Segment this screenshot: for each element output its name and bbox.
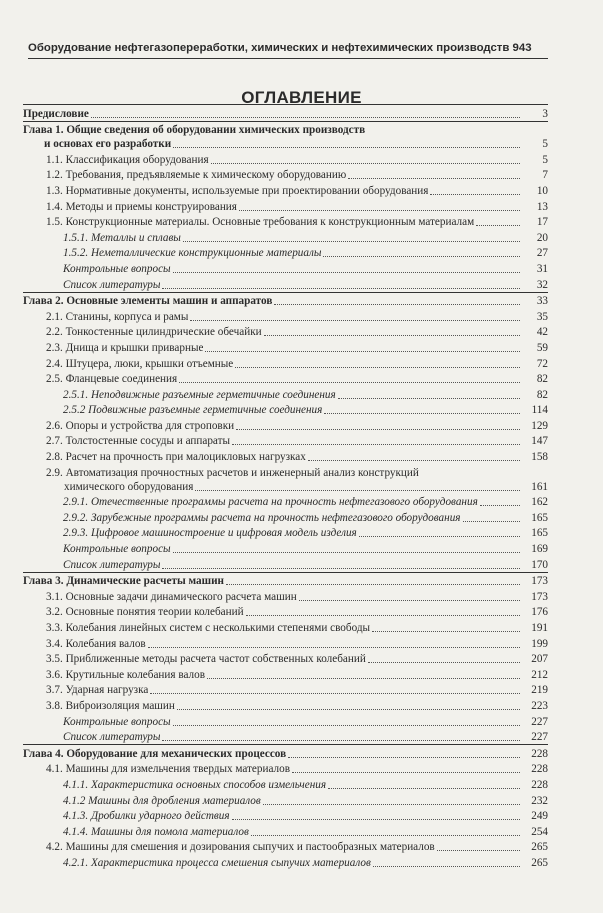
table-of-contents — [23, 104, 548, 870]
toc-entry-label: 2.9.1. Отечественные программы расчета на прочность нефтегазового оборудования — [63, 496, 478, 509]
dot-leader — [328, 787, 520, 789]
toc-page-number: 7 — [542, 169, 548, 182]
dot-leader — [173, 551, 520, 553]
dot-leader — [368, 661, 520, 663]
toc-entry-label: 2.5.2 Подвижные разъемные герметичные соединения — [63, 404, 323, 417]
dot-leader — [437, 849, 520, 851]
toc-section-entry — [23, 167, 548, 183]
toc-page-number: 13 — [536, 200, 548, 213]
toc-entry-label: 4.2. Машины для смешения и дозирования сыпучих и пастообразных материалов — [46, 841, 435, 854]
toc-section-entry — [23, 214, 548, 230]
toc-chapter-entry — [23, 572, 548, 589]
toc-page-number: 114 — [531, 404, 548, 417]
toc-page-number: 170 — [531, 558, 548, 571]
toc-entry-label: Список литературы — [63, 278, 161, 291]
toc-page-number: 228 — [531, 747, 548, 760]
toc-subsection-entry — [23, 808, 548, 824]
toc-page-number: 82 — [536, 388, 548, 401]
dot-leader — [148, 646, 520, 648]
toc-page-number: 165 — [531, 527, 548, 540]
toc-entry-label: Список литературы — [63, 731, 161, 744]
toc-page-number: 173 — [531, 575, 548, 588]
toc-page-number: 207 — [531, 653, 548, 666]
toc-chapter-entry — [23, 104, 548, 121]
toc-page-number: 72 — [536, 357, 548, 370]
toc-section-entry — [23, 308, 548, 324]
toc-entry-label: 1.2. Требования, предъявляемые к химическому оборудованию — [46, 169, 347, 182]
toc-entry-label: Глава 3. Динамические расчеты машин — [23, 575, 224, 588]
toc-section-entry — [23, 198, 548, 214]
toc-page-number: 5 — [542, 153, 548, 166]
dot-leader — [162, 287, 520, 289]
dot-leader — [173, 724, 520, 726]
toc-section-entry — [23, 355, 548, 371]
toc-page-number: 3 — [542, 107, 548, 120]
toc-entry-label: 3.1. Основные задачи динамического расчета машин — [46, 590, 297, 603]
toc-chapter-entry — [23, 292, 548, 309]
dot-leader — [235, 366, 520, 368]
toc-page-number: 158 — [531, 451, 548, 464]
toc-page-number: 17 — [536, 216, 548, 229]
dot-leader — [359, 535, 520, 537]
toc-section-entry — [23, 464, 548, 480]
dot-leader — [239, 209, 520, 211]
toc-section-entry — [23, 417, 548, 433]
dot-leader — [190, 319, 520, 321]
toc-entry-label: 2.9.2. Зарубежные программы расчета на прочность нефтегазового оборудования — [63, 511, 461, 524]
toc-subsection-entry — [23, 525, 548, 541]
toc-section-entry — [23, 651, 548, 667]
toc-entry-label: 4.1.1. Характеристика основных способов измельчения — [63, 778, 327, 791]
toc-page-number: 227 — [531, 715, 548, 728]
toc-subsection-entry — [23, 260, 548, 276]
toc-chapter-entry — [23, 121, 548, 138]
dot-leader — [308, 459, 520, 461]
toc-entry-label: 2.6. Опоры и устройства для строповки — [46, 419, 235, 432]
toc-page-number: 228 — [531, 778, 548, 791]
toc-subsection-entry — [23, 792, 548, 808]
toc-entry-label: 3.8. Виброизоляция машин — [46, 699, 175, 712]
dot-leader — [236, 428, 520, 430]
dot-leader — [288, 756, 520, 758]
dot-leader — [205, 350, 520, 352]
toc-subsection-entry — [23, 713, 548, 729]
dot-leader — [324, 412, 520, 414]
toc-page-number: 32 — [536, 278, 548, 291]
toc-entry-label: 1.5.2. Неметаллические конструкционные материалы — [63, 247, 322, 260]
toc-subsection-entry — [23, 854, 548, 870]
running-header: Оборудование нефтегазопереработки, химических и нефтехимических производств 943 — [28, 40, 548, 59]
dot-leader — [232, 443, 520, 445]
toc-page-number: 161 — [531, 480, 548, 493]
toc-entry-label: 1.1. Классификация оборудования — [46, 153, 209, 166]
toc-entry-label: Глава 4. Оборудование для механических процессов — [23, 747, 287, 760]
toc-page-number: 82 — [536, 373, 548, 386]
toc-entry-label: 2.2. Тонкостенные цилиндрические обечайки — [46, 326, 262, 339]
toc-section-entry — [23, 448, 548, 464]
toc-entry-label: 1.3. Нормативные документы, используемые при проектировании оборудования — [46, 184, 429, 197]
toc-entry-label: 1.5.1. Металлы и сплавы — [63, 231, 181, 244]
toc-page-number: 227 — [531, 731, 548, 744]
toc-entry-label: химического оборудования — [64, 480, 194, 493]
toc-page-number: 5 — [542, 138, 548, 151]
toc-section-entry — [23, 339, 548, 355]
toc-entry-label: 4.1.4. Машины для помола материалов — [63, 825, 249, 838]
toc-page-number: 265 — [531, 841, 548, 854]
toc-page-number: 147 — [531, 435, 548, 448]
dot-leader — [251, 834, 520, 836]
dot-leader — [480, 504, 520, 506]
toc-subsection-entry — [23, 776, 548, 792]
toc-page-number: 27 — [536, 247, 548, 260]
dot-leader — [323, 255, 520, 257]
toc-subsection-entry — [23, 276, 548, 292]
dot-leader — [373, 865, 520, 867]
toc-entry-label: 3.4. Колебания валов — [46, 637, 146, 650]
toc-page-number: 199 — [531, 637, 548, 650]
dot-leader — [177, 708, 520, 710]
toc-page-number: 59 — [536, 341, 548, 354]
toc-page-number: 254 — [531, 825, 548, 838]
toc-page-number: 249 — [531, 810, 548, 823]
dot-leader — [246, 614, 520, 616]
toc-section-entry — [23, 433, 548, 449]
dot-leader — [372, 630, 520, 632]
toc-page-number: 33 — [536, 295, 548, 308]
toc-section-entry — [23, 682, 548, 698]
dot-leader — [150, 692, 520, 694]
toc-section-entry — [23, 588, 548, 604]
toc-page-number: 162 — [531, 496, 548, 509]
dot-leader — [195, 489, 520, 491]
toc-entry-label: Глава 1. Общие сведения об оборудовании химических производств — [23, 124, 366, 137]
toc-subsection-entry — [23, 509, 548, 525]
toc-entry-label: 3.6. Крутильные колебания валов — [46, 668, 206, 681]
toc-entry-label: Предисловие — [23, 107, 89, 120]
toc-entry-label: 2.8. Расчет на прочность при малоцикловых нагрузках — [46, 451, 306, 464]
toc-entry-label: 2.9.3. Цифровое машиностроение и цифровая модель изделия — [63, 527, 357, 540]
toc-entry-label: 4.1. Машины для измельчения твердых материалов — [46, 763, 290, 776]
toc-section-entry — [23, 371, 548, 387]
toc-entry-label: 4.1.3. Дробилки ударного действия — [63, 810, 230, 823]
dot-leader — [232, 818, 520, 820]
toc-section-entry — [23, 619, 548, 635]
toc-page-number: 129 — [531, 419, 548, 432]
dot-leader — [162, 739, 520, 741]
toc-subsection-entry — [23, 229, 548, 245]
toc-page-number: 173 — [531, 590, 548, 603]
dot-leader — [91, 116, 520, 118]
toc-entry-label: 2.7. Толстостенные сосуды и аппараты — [46, 435, 231, 448]
toc-page-number: 228 — [531, 763, 548, 776]
toc-page-number: 165 — [531, 511, 548, 524]
toc-entry-label: 1.4. Методы и приемы конструирования — [46, 200, 237, 213]
toc-page-number: 232 — [531, 794, 548, 807]
page-title: ОГЛАВЛЕНИЕ — [241, 88, 362, 107]
dot-leader — [292, 771, 520, 773]
toc-entry-label: 4.2.1. Характеристика процесса смешения сыпучих материалов — [63, 856, 371, 869]
toc-entry-label: 2.5. Фланцевые соединения — [46, 373, 178, 386]
dot-leader — [299, 599, 520, 601]
toc-subsection-entry — [23, 494, 548, 510]
toc-section-entry — [23, 666, 548, 682]
toc-page-number: 219 — [531, 684, 548, 697]
toc-section-entry — [23, 604, 548, 620]
toc-section-entry — [23, 635, 548, 651]
dot-leader — [430, 193, 520, 195]
dot-leader — [183, 240, 520, 242]
toc-section-entry — [23, 151, 548, 167]
toc-page-number: 212 — [531, 668, 548, 681]
toc-subsection-entry — [23, 556, 548, 572]
toc-entry-label: 3.2. Основные понятия теории колебаний — [46, 606, 244, 619]
toc-entry-label: 3.3. Колебания линейных систем с несколькими степенями свободы — [46, 622, 371, 634]
toc-section-entry — [23, 480, 548, 494]
toc-entry-label: 2.5.1. Неподвижные разъемные герметичные соединения — [63, 388, 336, 401]
dot-leader — [274, 303, 520, 305]
toc-chapter-entry — [23, 137, 548, 151]
dot-leader — [463, 520, 521, 522]
toc-page-number: 169 — [531, 543, 548, 556]
toc-entry-label: Глава 2. Основные элементы машин и аппаратов — [23, 295, 273, 308]
toc-page-number: 223 — [531, 699, 548, 712]
toc-entry-label: 2.1. Станины, корпуса и рамы — [46, 310, 189, 323]
toc-entry-label: Контрольные вопросы — [63, 543, 171, 556]
toc-entry-label: 1.5. Конструкционные материалы. Основные требования к конструкционным материалам — [46, 216, 475, 229]
dot-leader — [173, 146, 520, 148]
toc-subsection-entry — [23, 540, 548, 556]
dot-leader — [179, 381, 520, 383]
dot-leader — [173, 271, 520, 273]
toc-entry-label: 2.4. Штуцера, люки, крышки отъемные — [46, 357, 234, 370]
toc-subsection-entry — [23, 402, 548, 418]
toc-page-number: 176 — [531, 606, 548, 619]
toc-page-number: 31 — [536, 262, 548, 275]
toc-subsection-entry — [23, 245, 548, 261]
toc-entry-label: 2.9. Автоматизация прочностных расчетов и инженерный анализ конструкций — [46, 466, 419, 479]
toc-entry-label: и основах его разработки — [44, 138, 172, 151]
dot-leader — [264, 334, 520, 336]
dot-leader — [338, 397, 520, 399]
toc-page-number: 265 — [531, 856, 548, 869]
toc-entry-label: 3.7. Ударная нагрузка — [46, 684, 149, 697]
toc-page-number: 191 — [531, 622, 548, 634]
dot-leader — [207, 677, 520, 679]
toc-entry-label: 2.3. Днища и крышки приварные — [46, 341, 204, 354]
dot-leader — [226, 583, 520, 585]
toc-page-number: 10 — [536, 184, 548, 197]
dot-leader — [476, 224, 520, 226]
toc-section-entry — [23, 324, 548, 340]
toc-entry-label: 4.1.2 Машины для дробления материалов — [63, 794, 261, 807]
toc-entry-label: Контрольные вопросы — [63, 262, 171, 275]
toc-subsection-entry — [23, 823, 548, 839]
dot-leader — [211, 162, 520, 164]
dot-leader — [263, 803, 520, 805]
toc-entry-label: Контрольные вопросы — [63, 715, 171, 728]
toc-page-number: 35 — [536, 310, 548, 323]
toc-section-entry — [23, 761, 548, 777]
toc-entry-label: 3.5. Приближенные методы расчета частот собственных колебаний — [46, 653, 366, 666]
toc-entry-label: Список литературы — [63, 558, 161, 571]
toc-subsection-entry — [23, 386, 548, 402]
dot-leader — [348, 177, 520, 179]
toc-section-entry — [23, 839, 548, 855]
toc-section-entry — [23, 182, 548, 198]
toc-section-entry — [23, 697, 548, 713]
toc-chapter-entry — [23, 744, 548, 761]
toc-page-number: 20 — [536, 231, 548, 244]
dot-leader — [162, 567, 520, 569]
toc-subsection-entry — [23, 729, 548, 745]
toc-page-number: 42 — [536, 326, 548, 339]
